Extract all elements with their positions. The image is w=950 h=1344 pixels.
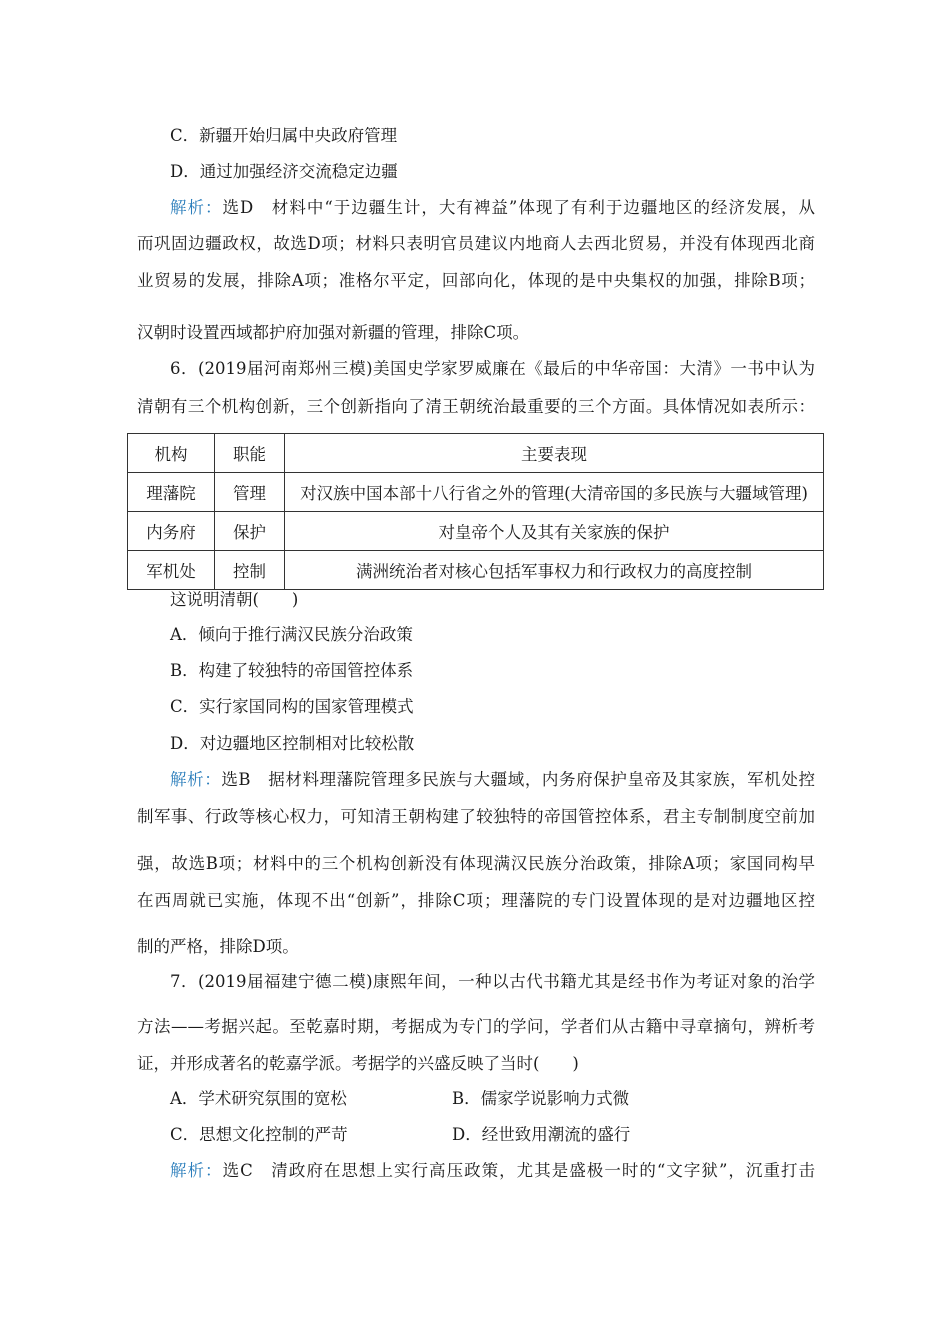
- q6-analysis-line-4: 在西周就已实施，体现不出“创新”，排除C项；理藩院的专门设置体现的是对边疆地区控: [137, 891, 815, 910]
- q6-option-c: C．实行家国同构的国家管理模式: [170, 697, 414, 716]
- table-header: 主要表现: [285, 434, 824, 473]
- table-cell: 理藩院: [128, 473, 215, 512]
- q7-stem-line-1: 7．(2019届福建宁德二模)康熙年间，一种以古代书籍尤其是经书作为考证对象的治学: [170, 972, 815, 991]
- q7-stem-line-3: 证，并形成著名的乾嘉学派。考据学的兴盛反映了当时( ): [137, 1054, 579, 1073]
- table-cell: 满洲统治者对核心包括军事权力和行政权力的高度控制: [285, 551, 824, 590]
- table-cell: 内务府: [128, 512, 215, 551]
- table-cell: 对皇帝个人及其有关家族的保护: [285, 512, 824, 551]
- q6-option-a: A．倾向于推行满汉民族分治政策: [170, 625, 413, 644]
- table-cell: 军机处: [128, 551, 215, 590]
- q6-analysis-line-5: 制的严格，排除D项。: [137, 937, 299, 956]
- q5-analysis-line-1: 解析：选D 材料中“于边疆生计，大有裨益”体现了有利于边疆地区的经济发展，从: [170, 198, 816, 217]
- q5-analysis-line-2: 而巩固边疆政权，故选D项；材料只表明官员建议内地商人去西北贸易，并没有体现西北商: [137, 234, 815, 253]
- table-row: [128, 473, 824, 512]
- q7-option-b: B．儒家学说影响力式微: [452, 1089, 630, 1108]
- q7-analysis-line-1: 解析：选C 清政府在思想上实行高压政策，尤其是盛极一时的“文字狱”，沉重打击: [170, 1161, 816, 1180]
- analysis-label: 解析：: [170, 198, 223, 217]
- q7-option-c: C．思想文化控制的严苛: [170, 1125, 348, 1144]
- q6-stem-line-2: 清朝有三个机构创新，三个创新指向了清王朝统治最重要的三个方面。具体情况如表所示：: [137, 397, 815, 416]
- table-cell: 保护: [215, 512, 285, 551]
- q6-analysis-line-1: 解析：选B 据材料理藩院管理多民族与大疆域，内务府保护皇帝及其家族，军机处控: [170, 770, 815, 789]
- q6-analysis-line-3: 强，故选B项；材料中的三个机构创新没有体现满汉民族分治政策，排除A项；家国同构早: [137, 854, 815, 873]
- q7-option-d: D．经世致用潮流的盛行: [452, 1125, 631, 1144]
- table-header-row: [128, 434, 824, 473]
- table-header: 职能: [215, 434, 285, 473]
- table-row: [128, 551, 824, 590]
- q5-option-d: D．通过加强经济交流稳定边疆: [170, 162, 398, 181]
- q7-stem-line-2: 方法——考据兴起。至乾嘉时期，考据成为专门的学问，学者们从古籍中寻章摘句，辨析考: [137, 1017, 815, 1036]
- table-header: 机构: [128, 434, 215, 473]
- q6-question: 这说明清朝( ): [170, 590, 299, 609]
- q5-option-c: C．新疆开始归属中央政府管理: [170, 126, 398, 145]
- q7-option-a: A．学术研究氛围的宽松: [170, 1089, 347, 1108]
- q6-analysis-line-2: 制军事、行政等核心权力，可知清王朝构建了较独特的帝国管控体系，君主专制制度空前加: [137, 807, 815, 826]
- table-cell: 管理: [215, 473, 285, 512]
- q6-option-b: B．构建了较独特的帝国管控体系: [170, 661, 414, 680]
- q6-stem-line-1: 6．(2019届河南郑州三模)美国史学家罗威廉在《最后的中华帝国：大清》一书中认为: [170, 359, 815, 378]
- table-cell: 控制: [215, 551, 285, 590]
- analysis-label: 解析：: [170, 770, 222, 789]
- table-cell: 对汉族中国本部十八行省之外的管理(大清帝国的多民族与大疆域管理): [285, 473, 824, 512]
- q5-analysis-line-3: 业贸易的发展，排除A项；准格尔平定，回部向化，体现的是中央集权的加强，排除B项；: [137, 271, 815, 290]
- analysis-label: 解析：: [170, 1161, 223, 1180]
- table-row: [128, 512, 824, 551]
- q6-option-d: D．对边疆地区控制相对比较松散: [170, 734, 415, 753]
- q5-analysis-line-4: 汉朝时设置西域都护府加强对新疆的管理，排除C项。: [137, 323, 530, 342]
- institution-table: [127, 433, 824, 590]
